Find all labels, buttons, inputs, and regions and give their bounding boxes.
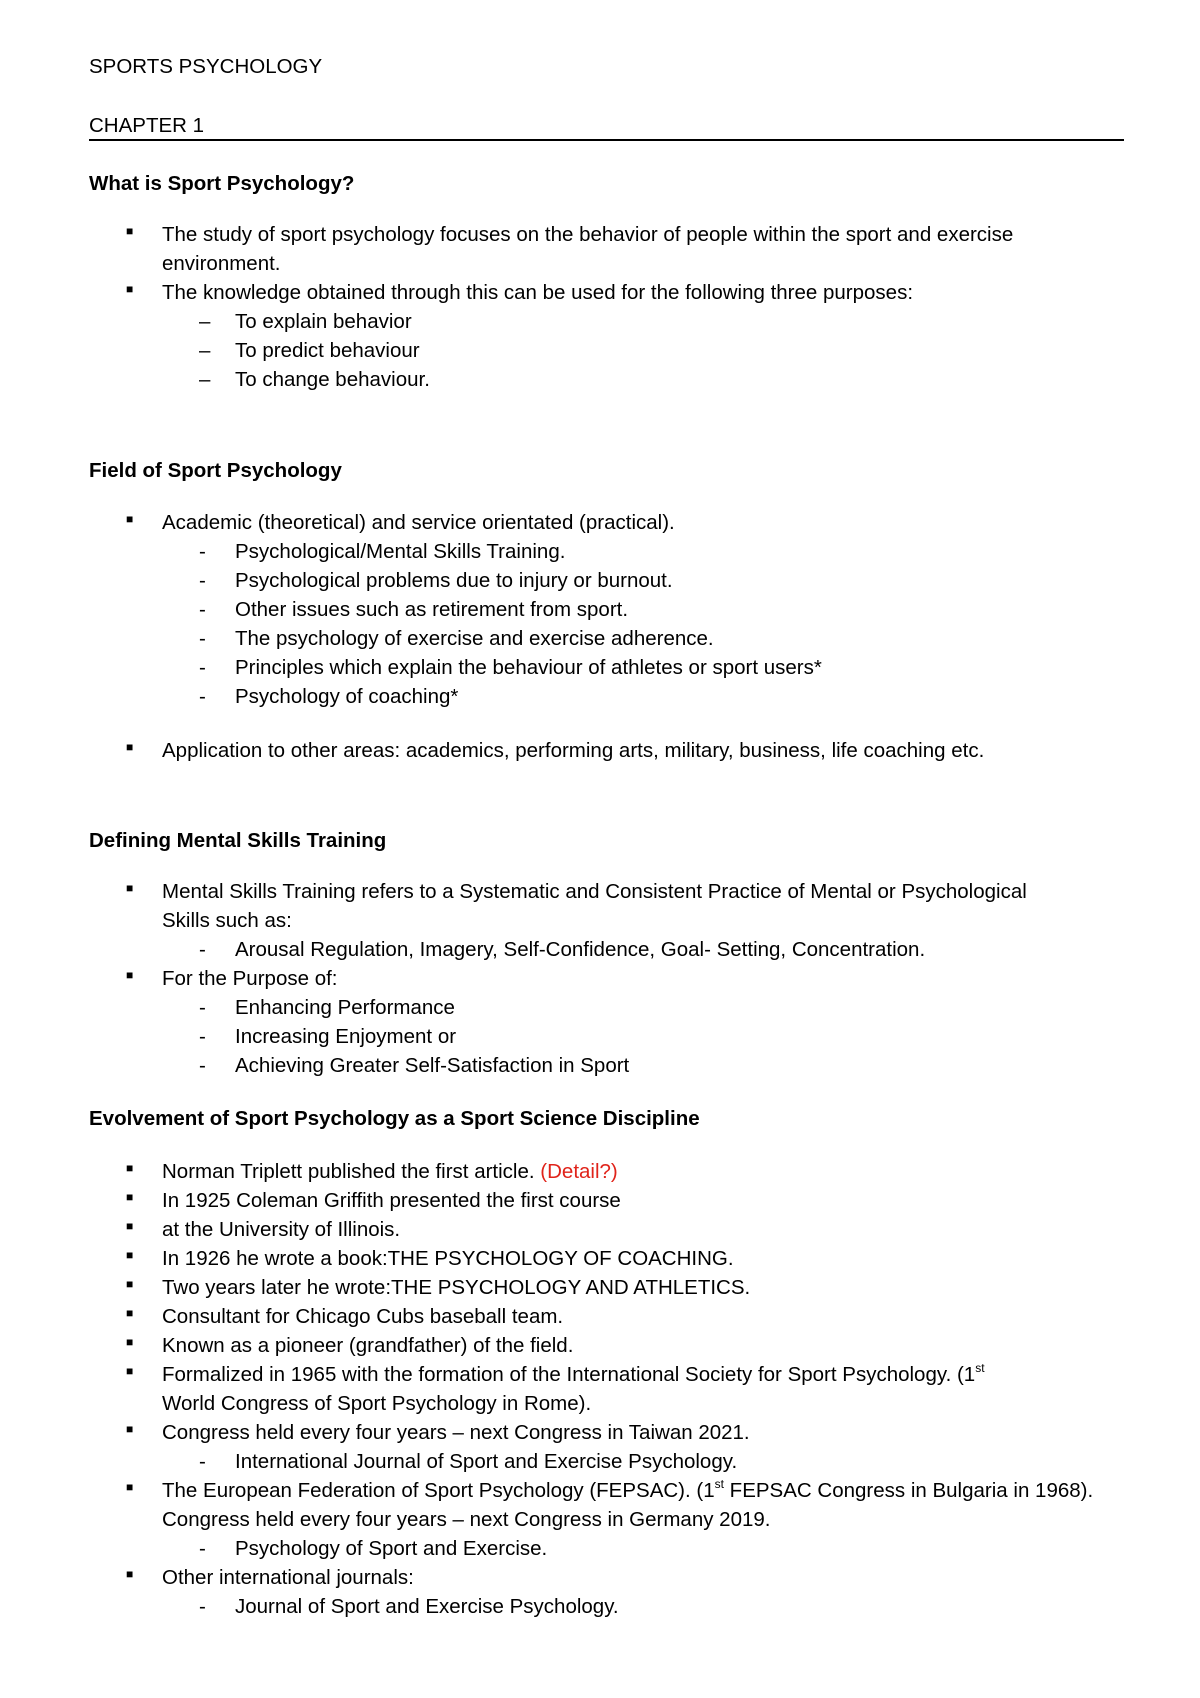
bullet-text-continued: Congress held every four years – next Congress in Germany 2019. xyxy=(162,1508,771,1531)
square-bullet-icon: ■ xyxy=(126,1306,134,1320)
bullet-text-continued: Skills such as: xyxy=(162,909,292,932)
sub-bullet-text: Arousal Regulation, Imagery, Self-Confidence, Goal- Setting, Concentration. xyxy=(235,938,926,961)
bullet-text: The knowledge obtained through this can be used for the following three purposes: xyxy=(162,281,914,304)
dash-bullet-icon: - xyxy=(199,627,206,650)
dash-bullet-icon: - xyxy=(199,656,206,679)
dash-bullet-icon: - xyxy=(199,996,206,1019)
dash-bullet-icon: – xyxy=(199,339,211,362)
sub-bullet-text: Other issues such as retirement from sport. xyxy=(235,598,629,621)
sub-bullet-text: Psychology of coaching* xyxy=(235,685,459,708)
square-bullet-icon: ■ xyxy=(126,282,134,296)
square-bullet-icon: ■ xyxy=(126,1567,134,1581)
square-bullet-icon: ■ xyxy=(126,1480,134,1494)
bullet-text-tail: FEPSAC Congress in Bulgaria in 1968). xyxy=(723,1479,1094,1502)
bullet-text: Known as a pioneer (grandfather) of the field. xyxy=(162,1334,574,1357)
square-bullet-icon: ■ xyxy=(126,1161,134,1175)
square-bullet-icon: ■ xyxy=(126,512,134,526)
square-bullet-icon: ■ xyxy=(126,1422,134,1436)
sub-bullet-text: Principles which explain the behaviour of athletes or sport users* xyxy=(235,656,822,679)
square-bullet-icon: ■ xyxy=(126,881,134,895)
ordinal-superscript: st xyxy=(975,1361,985,1375)
dash-bullet-icon: - xyxy=(199,938,206,961)
sub-bullet-text: Enhancing Performance xyxy=(235,996,455,1019)
sub-bullet-text: To change behaviour. xyxy=(235,368,430,391)
dash-bullet-icon: - xyxy=(199,685,206,708)
bullet-text: Academic (theoretical) and service orientated (practical). xyxy=(162,511,675,534)
square-bullet-icon: ■ xyxy=(126,1190,134,1204)
document-title: SPORTS PSYCHOLOGY xyxy=(89,55,323,78)
sub-bullet-text: To predict behaviour xyxy=(235,339,420,362)
sub-bullet-text: Psychological/Mental Skills Training. xyxy=(235,540,566,563)
section-heading-mst: Defining Mental Skills Training xyxy=(89,829,387,852)
bullet-text: In 1925 Coleman Griffith presented the first course xyxy=(162,1189,621,1212)
dash-bullet-icon: – xyxy=(199,368,211,391)
bullet-text: Congress held every four years – next Congress in Taiwan 2021. xyxy=(162,1421,750,1444)
sub-bullet-text: Increasing Enjoyment or xyxy=(235,1025,457,1048)
square-bullet-icon: ■ xyxy=(126,1335,134,1349)
chapter-divider xyxy=(89,139,1124,141)
square-bullet-icon: ■ xyxy=(126,740,134,754)
sub-bullet-text: International Journal of Sport and Exercise Psychology. xyxy=(235,1450,738,1473)
dash-bullet-icon: - xyxy=(199,1054,206,1077)
chapter-label: CHAPTER 1 xyxy=(89,114,205,137)
square-bullet-icon: ■ xyxy=(126,1248,134,1262)
bullet-text-main: Formalized in 1965 with the formation of the International Society for Sport Psychology. (1 xyxy=(162,1363,976,1386)
square-bullet-icon: ■ xyxy=(126,1219,134,1233)
square-bullet-icon: ■ xyxy=(126,1277,134,1291)
bullet-text-main: Norman Triplett published the first article. xyxy=(162,1160,535,1183)
square-bullet-icon: ■ xyxy=(126,1364,134,1378)
bullet-text: Other international journals: xyxy=(162,1566,414,1589)
detail-note: (Detail?) xyxy=(540,1160,618,1183)
bullet-text: Application to other areas: academics, performing arts, military, business, life coaching etc. xyxy=(162,739,985,762)
dash-bullet-icon: - xyxy=(199,1595,206,1618)
dash-bullet-icon: – xyxy=(199,310,211,333)
section-heading-what-is: What is Sport Psychology? xyxy=(89,172,355,195)
sub-bullet-text: Psychology of Sport and Exercise. xyxy=(235,1537,548,1560)
square-bullet-icon: ■ xyxy=(126,968,134,982)
sub-bullet-text: Achieving Greater Self-Satisfaction in Sport xyxy=(235,1054,630,1077)
dash-bullet-icon: - xyxy=(199,1025,206,1048)
bullet-text: In 1926 he wrote a book:THE PSYCHOLOGY OF COACHING. xyxy=(162,1247,734,1270)
ordinal-superscript: st xyxy=(714,1477,724,1491)
sub-bullet-text: Psychological problems due to injury or burnout. xyxy=(235,569,673,592)
sub-bullet-text: To explain behavior xyxy=(235,310,412,333)
bullet-text: Two years later he wrote:THE PSYCHOLOGY AND ATHLETICS. xyxy=(162,1276,751,1299)
dash-bullet-icon: - xyxy=(199,540,206,563)
bullet-text: Consultant for Chicago Cubs baseball team. xyxy=(162,1305,564,1328)
sub-bullet-text: Journal of Sport and Exercise Psychology. xyxy=(235,1595,619,1618)
bullet-text-continued: World Congress of Sport Psychology in Rome). xyxy=(162,1392,592,1415)
bullet-text: For the Purpose of: xyxy=(162,967,338,990)
section-heading-evolvement: Evolvement of Sport Psychology as a Sport Science Discipline xyxy=(89,1107,700,1130)
dash-bullet-icon: - xyxy=(199,569,206,592)
square-bullet-icon: ■ xyxy=(126,224,134,238)
bullet-text: The study of sport psychology focuses on the behavior of people within the sport and exercise xyxy=(162,223,1014,246)
bullet-text-main: The European Federation of Sport Psychology (FEPSAC). (1 xyxy=(162,1479,715,1502)
bullet-text-continued: environment. xyxy=(162,252,281,275)
sub-bullet-text: The psychology of exercise and exercise adherence. xyxy=(235,627,714,650)
dash-bullet-icon: - xyxy=(199,1537,206,1560)
bullet-text: at the University of Illinois. xyxy=(162,1218,401,1241)
bullet-text: Mental Skills Training refers to a Systematic and Consistent Practice of Mental or Psychological xyxy=(162,880,1027,903)
dash-bullet-icon: - xyxy=(199,1450,206,1473)
bullet-text xyxy=(162,1476,1093,1505)
bullet-text xyxy=(162,1157,618,1186)
dash-bullet-icon: - xyxy=(199,598,206,621)
section-heading-field: Field of Sport Psychology xyxy=(89,459,342,482)
bullet-text xyxy=(162,1360,985,1389)
